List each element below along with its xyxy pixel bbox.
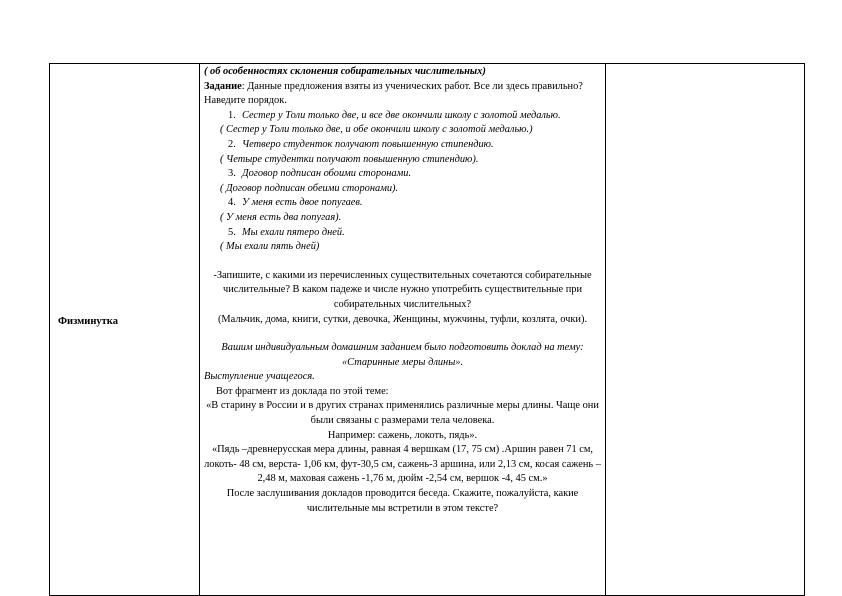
content-cell xyxy=(200,64,606,596)
spacer xyxy=(204,255,601,269)
item-text: Мы ехали пятеро дней. xyxy=(242,226,345,238)
table-row xyxy=(50,64,805,596)
report-quote-1: «В старину в России и в других странах применялись различные меры длины. Чаще они были связаны с размерами тела человека. xyxy=(206,400,599,427)
item-correction: ( Договор подписан обеими сторонами). xyxy=(220,182,399,194)
homework-text: Вашим индивидуальным домашним заданием было подготовить доклад на тему: «Старинные меры длины». xyxy=(221,342,584,368)
item-correction: ( Сестер у Толи только две, и обе окончили школу с золотой медалью.) xyxy=(220,124,533,136)
item-text: Четверо студенток получают повышенную стипендию. xyxy=(242,138,494,150)
list-item xyxy=(204,167,601,182)
item-number: 3. xyxy=(228,168,236,180)
item-number: 4. xyxy=(228,197,236,209)
list-item xyxy=(204,196,601,211)
task-text: : Данные предложения взяты из ученических работ. Все ли здесь правильно? Наведите порядок. xyxy=(204,80,583,107)
closing-text: После заслушивания докладов проводится беседа. Скажите, пожалуйста, какие числительные мы встретили в этом тексте? xyxy=(226,488,579,514)
item-text: Сестер у Толи только две, и все две окончили школу с золотой медалью. xyxy=(242,109,561,121)
list-item xyxy=(204,138,601,153)
report-quote-2: Например: сажень, локоть, пядь». xyxy=(327,429,478,441)
item-correction: ( Четыре студентки получают повышенную стипендию). xyxy=(220,153,479,165)
empty-cell xyxy=(606,64,805,596)
item-number: 2. xyxy=(228,138,236,150)
task-label: Задание xyxy=(204,80,242,92)
item-correction: ( Мы ехали пять дней) xyxy=(220,241,320,253)
lesson-table xyxy=(49,63,805,596)
item-number: 1. xyxy=(228,109,236,121)
fragment-intro: Вот фрагмент из доклада по этой теме: xyxy=(216,385,389,397)
item-text: У меня есть двое попугаев. xyxy=(242,197,363,209)
item-correction: ( У меня есть два попугая). xyxy=(220,211,342,223)
report-quote-3: «Пядь –древнерусская мера длины, равная 4 вершкам (17, 75 см) .Аршин равен 71 см, локоть- 48 см, верста- 1,06 км, фут-30,5 см, сажень-3 аршина, или 2,13 см, косая сажень – 2,48 м, маховая сажень -1,76 м, дюйм -2,54 см, вершок -4, 45 см.» xyxy=(204,444,601,485)
item-text: Договор подписан обоими сторонами. xyxy=(242,168,412,180)
item-number: 5. xyxy=(228,226,236,238)
section-heading: ( об особенностях склонения собирательных числительных) xyxy=(204,66,486,77)
list-item xyxy=(204,226,601,241)
list-item xyxy=(204,109,601,124)
task-paragraph xyxy=(204,80,601,109)
spacer xyxy=(204,327,601,341)
stage-label: Физминутка xyxy=(58,316,118,327)
student-talk: Выступление учащегося. xyxy=(204,371,315,383)
stage-cell xyxy=(50,64,200,596)
content-block xyxy=(200,64,605,516)
exercise-text: -Запишите, с какими из перечисленных существительных сочетаются собирательные числительные? В каком падеже и числе нужно употребить существительные при собирательных числительных? xyxy=(213,269,592,310)
word-list: (Мальчик, дома, книги, сутки, девочка, Женщины, мужчины, туфли, козлята, очки). xyxy=(217,313,588,325)
